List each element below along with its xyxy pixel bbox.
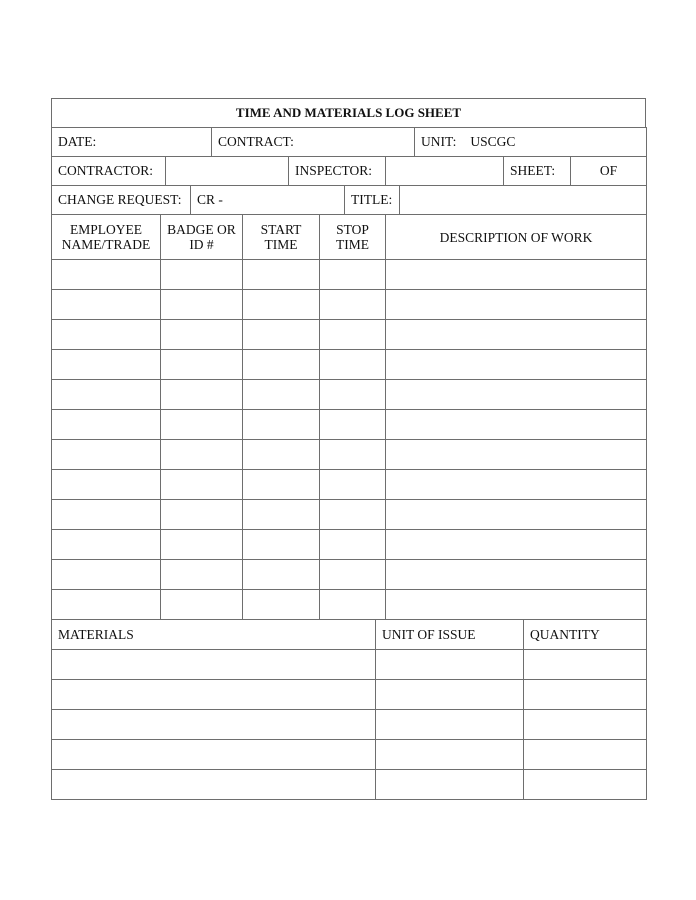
badge-cell[interactable]: [161, 350, 243, 380]
description-cell[interactable]: [386, 440, 647, 470]
description-cell[interactable]: [386, 260, 647, 290]
start-time-cell[interactable]: [243, 440, 320, 470]
description-cell[interactable]: [386, 560, 647, 590]
unit-of-issue-cell[interactable]: [376, 650, 524, 680]
labor-row: [52, 260, 647, 290]
change-request-label: CHANGE REQUEST:: [52, 186, 191, 215]
stop-time-cell[interactable]: [320, 590, 386, 620]
quantity-cell[interactable]: [524, 650, 647, 680]
badge-cell[interactable]: [161, 260, 243, 290]
stop-time-cell[interactable]: [320, 530, 386, 560]
change-request-input[interactable]: [191, 186, 345, 215]
employee-cell[interactable]: [52, 350, 161, 380]
cr-value: CR -: [197, 192, 223, 207]
description-cell[interactable]: [386, 530, 647, 560]
materials-header: MATERIALS: [52, 620, 376, 650]
unit-of-issue-cell[interactable]: [376, 710, 524, 740]
start-time-cell[interactable]: [243, 410, 320, 440]
employee-cell[interactable]: [52, 560, 161, 590]
unit-of-issue-cell[interactable]: [376, 740, 524, 770]
sheet-of-field[interactable]: [571, 157, 647, 186]
unit-value: USCGC: [470, 134, 516, 149]
contract-label: CONTRACT:: [218, 134, 294, 149]
unit-of-issue-cell[interactable]: [376, 680, 524, 710]
stop-time-cell[interactable]: [320, 350, 386, 380]
time-materials-log-sheet: [51, 98, 646, 800]
labor-row: [52, 590, 647, 620]
labor-header-row: [52, 215, 647, 260]
labor-row: [52, 440, 647, 470]
description-cell[interactable]: [386, 410, 647, 440]
employee-cell[interactable]: [52, 470, 161, 500]
employee-cell[interactable]: [52, 410, 161, 440]
employee-cell[interactable]: [52, 380, 161, 410]
description-cell[interactable]: [386, 590, 647, 620]
stop-time-cell[interactable]: [320, 440, 386, 470]
inspector-input[interactable]: [386, 157, 504, 186]
badge-cell[interactable]: [161, 470, 243, 500]
start-time-cell[interactable]: [243, 290, 320, 320]
material-cell[interactable]: [52, 740, 376, 770]
change-request-row: [51, 185, 647, 215]
material-cell[interactable]: [52, 650, 376, 680]
badge-cell[interactable]: [161, 560, 243, 590]
description-header: DESCRIPTION OF WORK: [386, 215, 647, 260]
unit-field[interactable]: [415, 128, 647, 157]
labor-table: [51, 214, 647, 620]
material-cell[interactable]: [52, 710, 376, 740]
quantity-header: QUANTITY: [524, 620, 647, 650]
employee-header: EMPLOYEE NAME/TRADE: [52, 215, 161, 260]
description-cell[interactable]: [386, 380, 647, 410]
unit-of-issue-cell[interactable]: [376, 770, 524, 800]
badge-cell[interactable]: [161, 590, 243, 620]
materials-header-row: [52, 620, 647, 650]
stop-time-header: STOP TIME: [320, 215, 386, 260]
unit-label: UNIT:: [421, 134, 457, 149]
labor-rows: [52, 260, 647, 620]
stop-time-cell[interactable]: [320, 410, 386, 440]
badge-cell[interactable]: [161, 440, 243, 470]
description-cell[interactable]: [386, 320, 647, 350]
employee-cell[interactable]: [52, 500, 161, 530]
employee-cell[interactable]: [52, 320, 161, 350]
contractor-label: CONTRACTOR:: [52, 157, 166, 186]
material-row: [52, 770, 647, 800]
employee-cell[interactable]: [52, 290, 161, 320]
material-row: [52, 710, 647, 740]
badge-cell[interactable]: [161, 410, 243, 440]
contract-field[interactable]: [212, 128, 415, 157]
of-label: OF: [599, 163, 618, 178]
material-cell[interactable]: [52, 770, 376, 800]
start-time-cell[interactable]: [243, 380, 320, 410]
quantity-cell[interactable]: [524, 710, 647, 740]
contractor-input[interactable]: [166, 157, 289, 186]
stop-time-cell[interactable]: [320, 470, 386, 500]
start-time-cell[interactable]: [243, 470, 320, 500]
start-time-cell[interactable]: [243, 320, 320, 350]
start-time-header: START TIME: [243, 215, 320, 260]
badge-header: BADGE OR ID #: [161, 215, 243, 260]
stop-time-cell[interactable]: [320, 320, 386, 350]
stop-time-cell[interactable]: [320, 560, 386, 590]
start-time-cell[interactable]: [243, 350, 320, 380]
start-time-cell[interactable]: [243, 260, 320, 290]
labor-row: [52, 500, 647, 530]
description-cell[interactable]: [386, 290, 647, 320]
unit-of-issue-header: UNIT OF ISSUE: [376, 620, 524, 650]
badge-cell[interactable]: [161, 500, 243, 530]
title-table: [51, 98, 646, 128]
labor-row: [52, 560, 647, 590]
labor-row: [52, 320, 647, 350]
title-label: TITLE:: [345, 186, 400, 215]
stop-time-cell[interactable]: [320, 260, 386, 290]
sheet-label: SHEET:: [504, 157, 571, 186]
stop-time-cell[interactable]: [320, 500, 386, 530]
date-label: DATE:: [58, 134, 97, 149]
quantity-cell[interactable]: [524, 740, 647, 770]
material-row: [52, 680, 647, 710]
employee-cell[interactable]: [52, 440, 161, 470]
inspector-label: INSPECTOR:: [289, 157, 386, 186]
badge-cell[interactable]: [161, 380, 243, 410]
labor-row: [52, 380, 647, 410]
labor-row: [52, 350, 647, 380]
quantity-cell[interactable]: [524, 680, 647, 710]
material-row: [52, 740, 647, 770]
labor-row: [52, 410, 647, 440]
materials-table: [51, 619, 647, 800]
material-cell[interactable]: [52, 680, 376, 710]
start-time-cell[interactable]: [243, 560, 320, 590]
stop-time-cell[interactable]: [320, 380, 386, 410]
badge-cell[interactable]: [161, 530, 243, 560]
employee-cell[interactable]: [52, 260, 161, 290]
date-contract-row: [51, 127, 647, 157]
badge-cell[interactable]: [161, 290, 243, 320]
start-time-cell[interactable]: [243, 500, 320, 530]
contractor-row: [51, 156, 647, 186]
description-cell[interactable]: [386, 470, 647, 500]
start-time-cell[interactable]: [243, 590, 320, 620]
badge-cell[interactable]: [161, 320, 243, 350]
employee-cell[interactable]: [52, 530, 161, 560]
start-time-cell[interactable]: [243, 530, 320, 560]
materials-rows: [52, 650, 647, 800]
employee-cell[interactable]: [52, 590, 161, 620]
material-row: [52, 650, 647, 680]
title-input[interactable]: [400, 186, 647, 215]
labor-row: [52, 530, 647, 560]
form-title: TIME AND MATERIALS LOG SHEET: [52, 99, 646, 128]
quantity-cell[interactable]: [524, 770, 647, 800]
labor-row: [52, 290, 647, 320]
labor-row: [52, 470, 647, 500]
description-cell[interactable]: [386, 500, 647, 530]
stop-time-cell[interactable]: [320, 290, 386, 320]
date-field[interactable]: [52, 128, 212, 157]
description-cell[interactable]: [386, 350, 647, 380]
